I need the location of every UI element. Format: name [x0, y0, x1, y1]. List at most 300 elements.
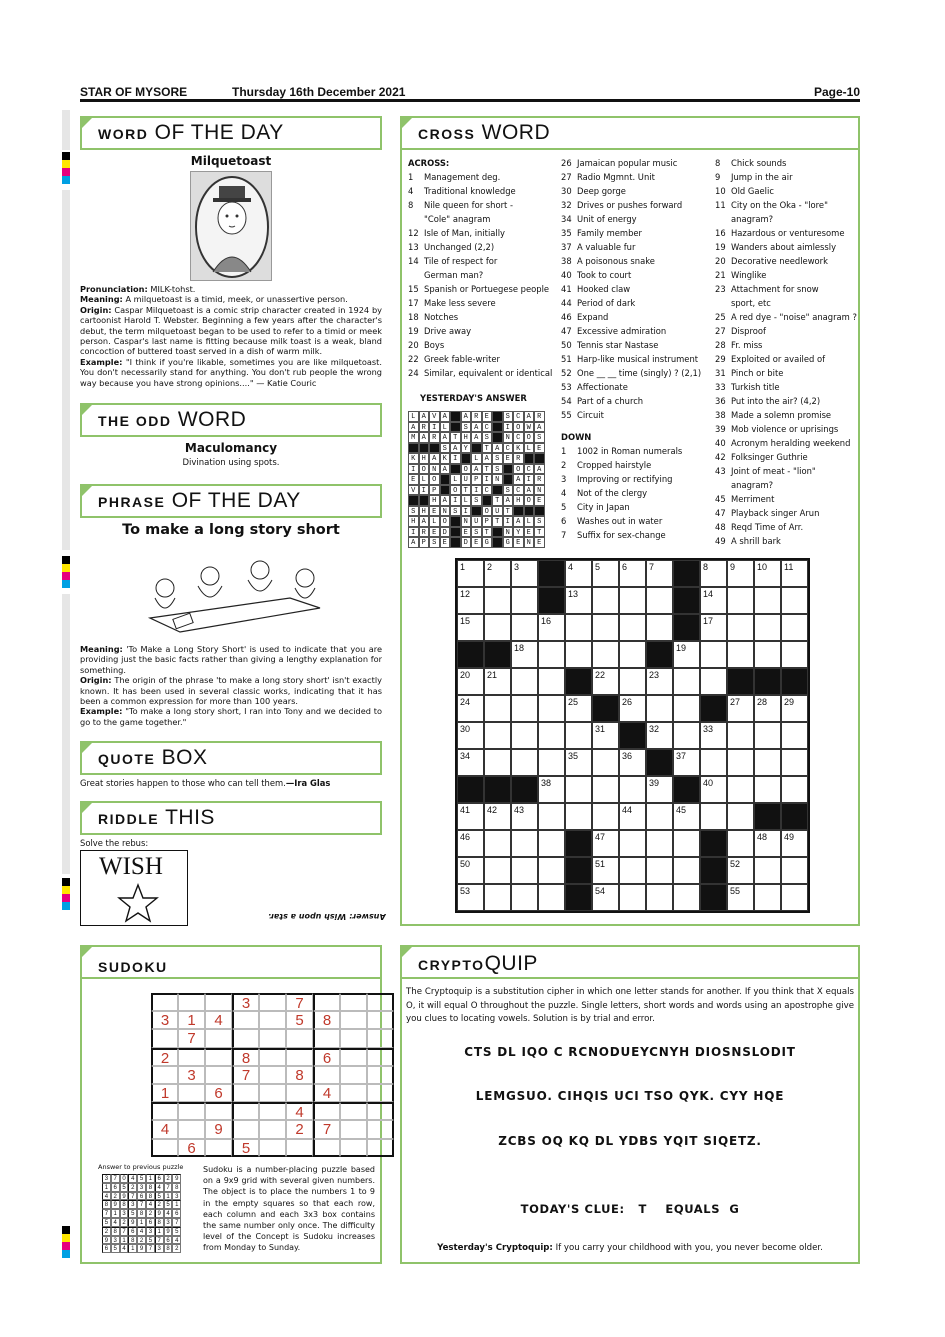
answer-cell: S — [503, 411, 514, 422]
crossword-cell[interactable]: 7 — [646, 560, 673, 587]
crossword-cell[interactable] — [754, 722, 781, 749]
crossword-cell[interactable] — [781, 776, 808, 803]
crossword-cell[interactable] — [646, 695, 673, 722]
crossword-cell[interactable]: 26 — [619, 695, 646, 722]
crossword-cell[interactable] — [646, 830, 673, 857]
crossword-cell[interactable] — [511, 587, 538, 614]
sudoku-cell[interactable]: 8 — [313, 1011, 340, 1029]
sudoku-cell[interactable] — [367, 1120, 394, 1138]
crossword-cell[interactable]: 53 — [457, 884, 484, 911]
crossword-cell[interactable] — [619, 857, 646, 884]
crossword-cell[interactable] — [592, 803, 619, 830]
sudoku-cell[interactable] — [313, 1029, 340, 1047]
sudoku-cell[interactable] — [151, 1066, 178, 1084]
crossword-cell[interactable] — [484, 830, 511, 857]
crossword-cell[interactable]: 5 — [592, 560, 619, 587]
crossword-cell[interactable] — [538, 560, 565, 587]
sudoku-cell[interactable]: 3 — [151, 1011, 178, 1029]
crossword-cell[interactable] — [592, 695, 619, 722]
sudoku-cell[interactable]: 5 — [232, 1139, 259, 1157]
sudoku-cell[interactable] — [367, 1029, 394, 1047]
crossword-cell[interactable]: 29 — [781, 695, 808, 722]
sudoku-cell[interactable]: 4 — [286, 1102, 313, 1120]
sudoku-cell[interactable]: 3 — [232, 993, 259, 1011]
sudoku-cell[interactable]: 7 — [178, 1029, 205, 1047]
sudoku-cell[interactable]: 9 — [205, 1120, 232, 1138]
crossword-cell[interactable] — [754, 857, 781, 884]
crossword-cell[interactable] — [619, 641, 646, 668]
clue-item: 3 Improving or rectifying — [561, 474, 673, 484]
crossword-cell[interactable] — [727, 830, 754, 857]
answer-cell: E — [534, 495, 545, 506]
crossword-cell[interactable] — [565, 776, 592, 803]
crossword-cell[interactable]: 3 — [511, 560, 538, 587]
crossword-cell[interactable] — [484, 614, 511, 641]
sudoku-cell[interactable] — [178, 1120, 205, 1138]
crossword-cell[interactable]: 30 — [457, 722, 484, 749]
answer-cell: W — [524, 422, 535, 433]
sudoku-cell[interactable] — [286, 1048, 313, 1066]
crossword-cell[interactable] — [673, 560, 700, 587]
crossword-cell[interactable] — [673, 722, 700, 749]
crossword-cell[interactable] — [700, 641, 727, 668]
crossword-cell[interactable] — [619, 776, 646, 803]
crossword-cell[interactable]: 27 — [727, 695, 754, 722]
crossword-cell[interactable] — [484, 722, 511, 749]
crossword-cell[interactable]: 52 — [727, 857, 754, 884]
crossword-cell[interactable] — [592, 749, 619, 776]
odd-word: Maculomancy — [184, 441, 278, 455]
sudoku-cell[interactable]: 6 — [205, 1084, 232, 1102]
answer-cell: T — [450, 432, 461, 443]
crossword-cell[interactable] — [646, 803, 673, 830]
answer-cell: E — [534, 537, 545, 548]
answer-cell: C — [482, 422, 493, 433]
crossword-cell[interactable] — [781, 587, 808, 614]
sudoku-cell[interactable] — [232, 1011, 259, 1029]
sudoku-cell[interactable]: 7 — [286, 993, 313, 1011]
sudoku-cell[interactable] — [313, 1139, 340, 1157]
sudoku-cell[interactable] — [205, 1048, 232, 1066]
crossword-cell[interactable]: 36 — [619, 749, 646, 776]
crossword-cell[interactable] — [700, 749, 727, 776]
crossword-cell[interactable]: 55 — [727, 884, 754, 911]
answer-cell: A — [408, 422, 419, 433]
crossword-cell[interactable]: 11 — [781, 560, 808, 587]
answer-digit: 9 — [155, 1209, 164, 1218]
sudoku-cell[interactable] — [232, 1120, 259, 1138]
crossword-cell[interactable]: 32 — [646, 722, 673, 749]
sudoku-cell[interactable] — [232, 1029, 259, 1047]
sudoku-cell[interactable] — [151, 1102, 178, 1120]
crossword-cell[interactable]: 46 — [457, 830, 484, 857]
crossword-cell[interactable] — [619, 587, 646, 614]
crossword-cell[interactable]: 45 — [673, 803, 700, 830]
crossword-cell[interactable] — [511, 830, 538, 857]
crossword-cell[interactable] — [781, 722, 808, 749]
crossword-cell[interactable] — [538, 587, 565, 614]
crossword-cell[interactable]: 43 — [511, 803, 538, 830]
clue-item: German man? — [424, 270, 484, 280]
crossword-cell[interactable]: 22 — [592, 668, 619, 695]
answer-cell: O — [482, 506, 493, 517]
crossword-cell[interactable]: 18 — [511, 641, 538, 668]
crossword-cell[interactable] — [565, 857, 592, 884]
phrase-body: Meaning: 'To Make a Long Story Short' is used to indicate that you are providing just the basic facts rather than giving a lengthy explanation for something. Origin: The origin of the phrase 'to make a long story short' isn't exactly known. It has been used in several classic works, indicating that it has been a common expression for more than 100 years. Example: "To make a long story short, I ran into Tony and we decided to go to the game together." — [80, 644, 382, 727]
word-of-day-header: WORD OF THE DAY — [80, 116, 382, 150]
crossword-cell[interactable]: 49 — [781, 830, 808, 857]
sudoku-cell[interactable] — [259, 1029, 286, 1047]
crossword-cell[interactable] — [511, 857, 538, 884]
answer-cell: A — [408, 537, 419, 548]
sudoku-cell[interactable]: 5 — [286, 1011, 313, 1029]
crossword-cell[interactable] — [754, 587, 781, 614]
sudoku-cell[interactable] — [259, 1139, 286, 1157]
crossword-cell[interactable]: 14 — [700, 587, 727, 614]
crossword-cell[interactable] — [673, 587, 700, 614]
crossword-cell[interactable] — [565, 668, 592, 695]
crossword-cell[interactable] — [700, 695, 727, 722]
sudoku-cell[interactable] — [340, 1011, 367, 1029]
crossword-cell[interactable] — [511, 695, 538, 722]
answer-digit: 2 — [164, 1174, 173, 1183]
sudoku-cell[interactable] — [367, 1102, 394, 1120]
sudoku-cell[interactable]: 4 — [313, 1084, 340, 1102]
sudoku-cell[interactable] — [259, 1102, 286, 1120]
crossword-cell[interactable]: 12 — [457, 587, 484, 614]
sudoku-cell[interactable] — [151, 993, 178, 1011]
crossword-cell[interactable] — [646, 749, 673, 776]
crossword-cell[interactable]: 21 — [484, 668, 511, 695]
crossword-cell[interactable]: 10 — [754, 560, 781, 587]
sudoku-cell[interactable]: 1 — [178, 1011, 205, 1029]
sudoku-cell[interactable] — [340, 993, 367, 1011]
sudoku-cell[interactable] — [367, 1011, 394, 1029]
answer-cell: A — [450, 443, 461, 454]
sudoku-cell[interactable] — [367, 1066, 394, 1084]
crossword-cell[interactable]: 6 — [619, 560, 646, 587]
crossword-cell[interactable] — [457, 641, 484, 668]
crossword-cell[interactable] — [538, 641, 565, 668]
sudoku-cell[interactable] — [178, 1102, 205, 1120]
sudoku-cell[interactable] — [286, 1084, 313, 1102]
clue-item: 1 1002 in Roman numerals — [561, 446, 683, 456]
crossword-cell[interactable] — [484, 857, 511, 884]
crossword-cell[interactable]: 50 — [457, 857, 484, 884]
crossword-cell[interactable] — [565, 803, 592, 830]
crossword-cell[interactable] — [700, 830, 727, 857]
crossword-cell[interactable] — [565, 722, 592, 749]
answer-cell: A — [471, 422, 482, 433]
crossword-cell[interactable]: 15 — [457, 614, 484, 641]
crossword-cell[interactable] — [673, 614, 700, 641]
answer-cell — [440, 485, 451, 496]
sudoku-cell[interactable]: 1 — [151, 1084, 178, 1102]
sudoku-cell[interactable] — [151, 1029, 178, 1047]
crossword-cell[interactable] — [673, 695, 700, 722]
sudoku-cell[interactable] — [259, 1120, 286, 1138]
clue-item: 19 Drive away — [408, 326, 472, 336]
crossword-cell[interactable]: 34 — [457, 749, 484, 776]
sudoku-cell[interactable] — [367, 993, 394, 1011]
answer-digit: 2 — [155, 1200, 164, 1209]
sudoku-cell[interactable]: 4 — [205, 1011, 232, 1029]
crossword-cell[interactable] — [700, 668, 727, 695]
crossword-cell[interactable] — [646, 884, 673, 911]
crossword-cell[interactable] — [511, 722, 538, 749]
crossword-cell[interactable]: 54 — [592, 884, 619, 911]
crossword-cell[interactable] — [646, 641, 673, 668]
sudoku-cell[interactable] — [367, 1048, 394, 1066]
crossword-cell[interactable]: 2 — [484, 560, 511, 587]
crossword-cell[interactable] — [673, 857, 700, 884]
answer-digit: 5 — [146, 1236, 155, 1245]
answer-digit: 5 — [102, 1218, 111, 1227]
answer-cell: E — [503, 453, 514, 464]
odd-word-definition: Divination using spots. — [182, 458, 280, 468]
crossword-cell[interactable]: 44 — [619, 803, 646, 830]
sudoku-cell[interactable] — [259, 993, 286, 1011]
crossword-cell[interactable] — [484, 749, 511, 776]
sudoku-cell[interactable] — [340, 1066, 367, 1084]
crossword-cell[interactable] — [565, 884, 592, 911]
sudoku-cell[interactable] — [340, 1048, 367, 1066]
crossword-cell[interactable] — [727, 803, 754, 830]
sudoku-cell[interactable] — [286, 1029, 313, 1047]
crossword-cell[interactable] — [727, 668, 754, 695]
crossword-cell[interactable] — [754, 668, 781, 695]
crossword-cell[interactable]: 42 — [484, 803, 511, 830]
crossword-cell[interactable] — [646, 587, 673, 614]
crossword-cell[interactable] — [727, 722, 754, 749]
sudoku-cell[interactable] — [205, 1139, 232, 1157]
crossword-cell[interactable] — [781, 749, 808, 776]
sudoku-cell[interactable]: 2 — [286, 1120, 313, 1138]
crossword-cell[interactable] — [511, 614, 538, 641]
answer-digit: 4 — [111, 1218, 120, 1227]
clue-item: 48 Reqd Time of Arr. — [715, 522, 804, 532]
crossword-cell[interactable] — [592, 776, 619, 803]
sudoku-cell[interactable] — [340, 1084, 367, 1102]
answer-cell — [429, 443, 440, 454]
crossword-cell[interactable]: 37 — [673, 749, 700, 776]
sudoku-cell[interactable] — [286, 1139, 313, 1157]
clue-item: "Cole" anagram — [424, 214, 491, 224]
crossword-cell[interactable]: 47 — [592, 830, 619, 857]
crossword-cell[interactable] — [673, 668, 700, 695]
crossword-cell[interactable] — [619, 884, 646, 911]
sudoku-cell[interactable]: 4 — [151, 1120, 178, 1138]
answer-cell: I — [503, 422, 514, 433]
crossword-cell[interactable] — [511, 884, 538, 911]
crossword-cell[interactable]: 51 — [592, 857, 619, 884]
answer-digit: 7 — [137, 1200, 146, 1209]
crossword-cell[interactable] — [511, 776, 538, 803]
crossword-cell[interactable] — [646, 614, 673, 641]
crossword-cell[interactable]: 35 — [565, 749, 592, 776]
sudoku-cell[interactable] — [205, 1102, 232, 1120]
crossword-cell[interactable] — [754, 803, 781, 830]
sudoku-cell[interactable]: 7 — [313, 1120, 340, 1138]
crossword-cell[interactable] — [781, 614, 808, 641]
crossword-cell[interactable] — [754, 641, 781, 668]
answer-digit: 0 — [120, 1174, 129, 1183]
crossword-cell[interactable]: 9 — [727, 560, 754, 587]
sudoku-cell[interactable] — [232, 1102, 259, 1120]
sudoku-cell[interactable]: 7 — [232, 1066, 259, 1084]
sudoku-cell[interactable] — [340, 1139, 367, 1157]
flag-icon — [80, 116, 94, 130]
sudoku-cell[interactable] — [259, 1066, 286, 1084]
sudoku-cell[interactable] — [340, 1029, 367, 1047]
crossword-cell[interactable] — [619, 614, 646, 641]
crossword-cell[interactable] — [700, 884, 727, 911]
answer-digit: 2 — [120, 1218, 129, 1227]
crossword-cell[interactable] — [646, 857, 673, 884]
crossword-cell[interactable] — [754, 884, 781, 911]
sudoku-cell[interactable]: 3 — [178, 1066, 205, 1084]
crossword-cell[interactable] — [538, 749, 565, 776]
crossword-cell[interactable] — [781, 641, 808, 668]
crossword-cell[interactable] — [781, 884, 808, 911]
sudoku-cell[interactable] — [367, 1084, 394, 1102]
down-clues-col3 — [715, 156, 860, 548]
answer-cell: A — [440, 432, 451, 443]
crossword-cell[interactable] — [538, 668, 565, 695]
crossword-cell[interactable] — [727, 587, 754, 614]
crossword-cell[interactable] — [592, 587, 619, 614]
sudoku-cell[interactable] — [232, 1084, 259, 1102]
sudoku-cell[interactable]: 8 — [232, 1048, 259, 1066]
answer-digit: 1 — [111, 1209, 120, 1218]
crossword-cell[interactable] — [538, 695, 565, 722]
crossword-cell[interactable] — [673, 776, 700, 803]
crossword-cell[interactable] — [565, 614, 592, 641]
sudoku-cell[interactable] — [340, 1102, 367, 1120]
clue-item: 27 Disproof — [715, 326, 766, 336]
crossword-cell[interactable]: 17 — [700, 614, 727, 641]
answer-digit: 4 — [155, 1183, 164, 1192]
sudoku-cell[interactable]: 8 — [286, 1066, 313, 1084]
crossword-cell[interactable]: 48 — [754, 830, 781, 857]
crossword-cell[interactable] — [619, 830, 646, 857]
sudoku-cell[interactable] — [313, 993, 340, 1011]
sudoku-cell[interactable] — [205, 1029, 232, 1047]
crossword-cell[interactable]: 28 — [754, 695, 781, 722]
crossword-cell[interactable]: 20 — [457, 668, 484, 695]
crossword-cell[interactable] — [484, 587, 511, 614]
crossword-cell[interactable] — [727, 776, 754, 803]
crossword-cell[interactable] — [781, 668, 808, 695]
crossword-cell[interactable] — [511, 668, 538, 695]
answer-cell: T — [534, 527, 545, 538]
crossword-cell[interactable]: 39 — [646, 776, 673, 803]
crossword-cell[interactable] — [754, 776, 781, 803]
crossword-cell[interactable] — [565, 830, 592, 857]
crossword-cell[interactable] — [538, 722, 565, 749]
crossword-cell[interactable] — [538, 884, 565, 911]
crossword-cell[interactable] — [700, 803, 727, 830]
sudoku-cell[interactable] — [178, 993, 205, 1011]
crossword-cell[interactable]: 40 — [700, 776, 727, 803]
answer-cell: O — [450, 485, 461, 496]
sudoku-cell[interactable] — [340, 1120, 367, 1138]
sudoku-cell[interactable] — [259, 1048, 286, 1066]
crossword-cell[interactable] — [511, 749, 538, 776]
crossword-cell[interactable] — [673, 830, 700, 857]
crossword-cell[interactable] — [781, 857, 808, 884]
crossword-cell[interactable] — [538, 803, 565, 830]
crossword-cell[interactable] — [592, 641, 619, 668]
crossword-cell[interactable]: 38 — [538, 776, 565, 803]
crossword-cell[interactable]: 25 — [565, 695, 592, 722]
crossword-cell[interactable]: 41 — [457, 803, 484, 830]
crossword-cell[interactable] — [727, 641, 754, 668]
answer-cell: S — [534, 516, 545, 527]
crossword-cell[interactable] — [619, 722, 646, 749]
crossword-cell[interactable] — [619, 668, 646, 695]
crossword-cell[interactable] — [754, 749, 781, 776]
crossword-cell[interactable] — [754, 614, 781, 641]
sidebar-strip — [62, 190, 70, 550]
crossword-cell[interactable]: 13 — [565, 587, 592, 614]
crossword-cell[interactable] — [727, 749, 754, 776]
sudoku-cell[interactable] — [259, 1084, 286, 1102]
word-of-day-word: Milquetoast — [190, 154, 272, 168]
sudoku-cell[interactable]: 6 — [313, 1048, 340, 1066]
sudoku-cell[interactable]: 6 — [178, 1139, 205, 1157]
sudoku-cell[interactable] — [259, 1011, 286, 1029]
crossword-cell[interactable]: 16 — [538, 614, 565, 641]
answer-digit: 7 — [146, 1244, 155, 1253]
sudoku-cell[interactable] — [151, 1139, 178, 1157]
crossword-cell[interactable] — [565, 641, 592, 668]
crossword-cell[interactable] — [484, 695, 511, 722]
sudoku-cell[interactable]: 2 — [151, 1048, 178, 1066]
crossword-cell[interactable] — [457, 776, 484, 803]
crossword-cell[interactable] — [484, 641, 511, 668]
sudoku-cell[interactable] — [178, 1048, 205, 1066]
sudoku-cell[interactable] — [178, 1084, 205, 1102]
crossword-cell[interactable]: 4 — [565, 560, 592, 587]
answer-digit: 6 — [164, 1236, 173, 1245]
crossword-cell[interactable]: 33 — [700, 722, 727, 749]
crossword-cell[interactable] — [781, 803, 808, 830]
crossword-cell[interactable]: 8 — [700, 560, 727, 587]
crossword-cell[interactable]: 24 — [457, 695, 484, 722]
crossword-cell[interactable] — [673, 884, 700, 911]
crossword-cell[interactable] — [592, 614, 619, 641]
crossword-cell[interactable] — [700, 857, 727, 884]
crossword-cell[interactable] — [538, 830, 565, 857]
flag-icon — [400, 116, 414, 130]
sudoku-cell[interactable] — [367, 1139, 394, 1157]
crossword-cell[interactable] — [484, 884, 511, 911]
crossword-cell[interactable]: 19 — [673, 641, 700, 668]
sudoku-cell[interactable] — [313, 1066, 340, 1084]
yesterday-answer-grid — [408, 411, 545, 548]
crossword-cell[interactable] — [484, 776, 511, 803]
sudoku-cell[interactable] — [205, 993, 232, 1011]
crossword-cell[interactable]: 1 — [457, 560, 484, 587]
sudoku-cell[interactable] — [205, 1066, 232, 1084]
answer-digit: 3 — [164, 1218, 173, 1227]
crossword-cell[interactable]: 31 — [592, 722, 619, 749]
crossword-cell[interactable]: 23 — [646, 668, 673, 695]
crossword-cell[interactable] — [538, 857, 565, 884]
crossword-cell[interactable] — [727, 614, 754, 641]
sudoku-cell[interactable] — [313, 1102, 340, 1120]
